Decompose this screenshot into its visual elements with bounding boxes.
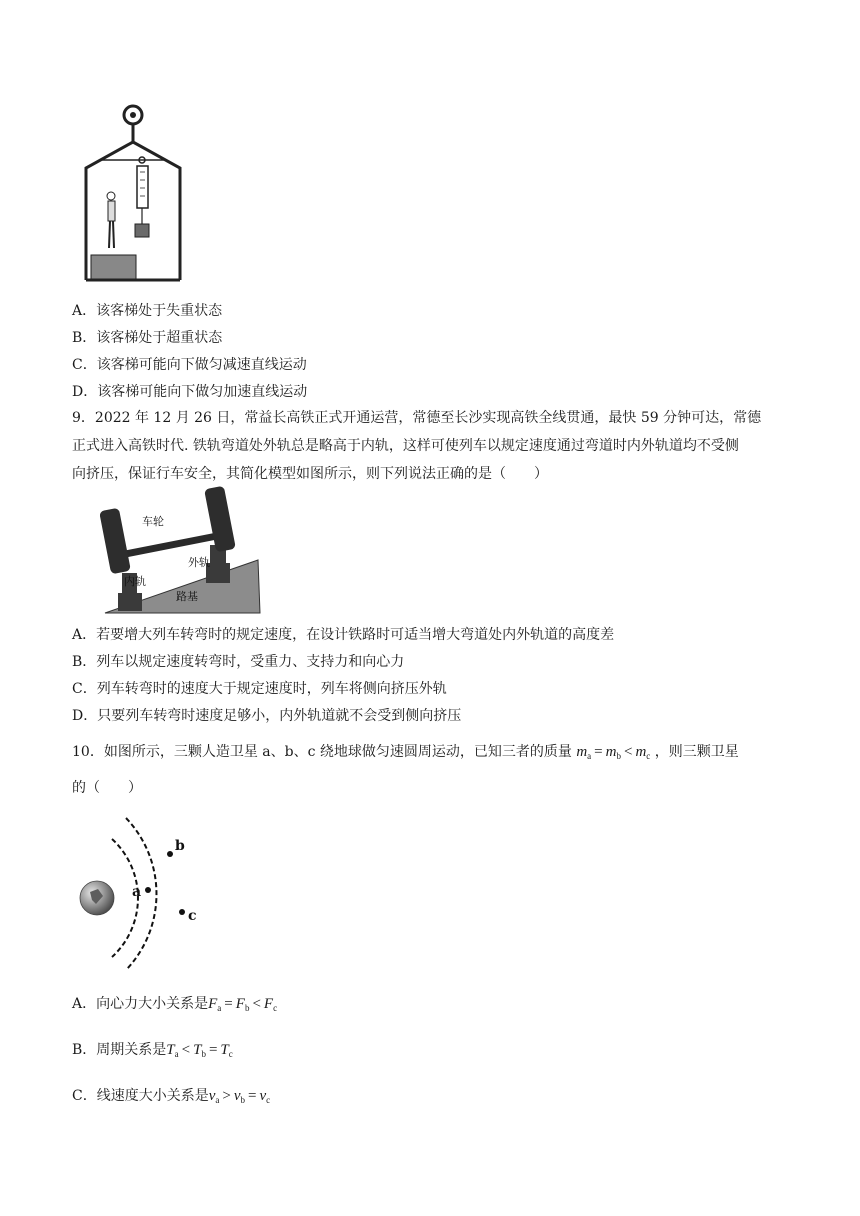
railway-figure: [100, 485, 265, 620]
q9-stem-line3: 向挤压，保证行车安全，其简化模型如图所示，则下列说法正确的是（ ）: [72, 466, 548, 482]
q10-option-a: A．向心力大小关系是$F_a = F_b < F_c$: [72, 996, 278, 1013]
satellite-a: [145, 887, 151, 893]
outer-rail-label: 外轨: [188, 556, 210, 569]
q8-option-d: D．该客梯可能向下做匀加速直线运动: [72, 384, 308, 400]
q9-option-c: C．列车转弯时的速度大于规定速度时，列车将侧向挤压外轨: [72, 681, 447, 697]
q10-stem-line1: [72, 742, 739, 766]
wheel-label: 车轮: [142, 515, 164, 528]
satellite-c: [179, 909, 185, 915]
q10-option-c: C．线速度大小关系是$v_a > v_b = v_c$: [72, 1088, 271, 1105]
q8-option-b: B．该客梯处于超重状态: [72, 330, 223, 346]
q9-option-b: B．列车以规定速度转弯时，受重力、支持力和向心力: [72, 654, 405, 670]
q10-stem-part2: ，则三颗卫星: [654, 744, 739, 760]
q8-option-c: C．该客梯可能向下做匀减速直线运动: [72, 357, 307, 373]
roadbed-label: 路基: [176, 590, 198, 603]
orbit-figure: [72, 812, 212, 977]
q10-stem-part1: 10．如图所示，三颗人造卫星 a、b、c 绕地球做匀速圆周运动，已知三者的质量: [72, 744, 572, 760]
q9-stem-line1: 9．2022 年 12 月 26 日，常益长高铁正式开通运营，常德至长沙实现高铁全线贯通，最快 59 分钟可达，常德: [72, 410, 762, 426]
mass-relation: $m_a = m_b < m_c$: [576, 744, 651, 761]
label-b: b: [175, 838, 185, 854]
inner-rail-label: 内轨: [124, 575, 146, 588]
label-c: c: [188, 908, 197, 924]
q9-stem: [72, 404, 792, 488]
label-a: a: [132, 884, 142, 900]
satellite-b: [167, 851, 173, 857]
q9-option-a: A．若要增大列车转弯时的规定速度，在设计铁路时可适当增大弯道处内外轨道的高度差: [72, 627, 615, 643]
elevator-figure: [70, 100, 190, 285]
q8-option-a: A．该客梯处于失重状态: [72, 303, 223, 319]
q9-option-d: D．只要列车转弯时速度足够小，内外轨道就不会受到侧向挤压: [72, 708, 462, 724]
q9-stem-line2: 正式进入高铁时代. 铁轨弯道处外轨总是略高于内轨，这样可使列车以规定速度通过弯道时内外轨道均不受侧: [72, 438, 739, 454]
q10-stem-line2: 的（ ）: [72, 780, 142, 796]
q10-option-b: B．周期关系是$T_a < T_b = T_c$: [72, 1042, 233, 1059]
